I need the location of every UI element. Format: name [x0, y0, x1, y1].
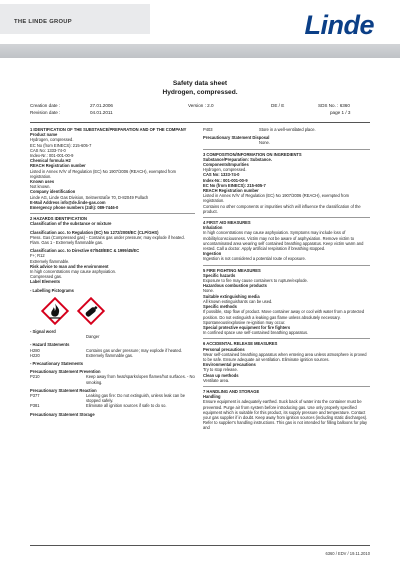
precaution-p403	[203, 127, 370, 132]
product-name-label: Product name	[30, 132, 58, 138]
header-strip	[0, 44, 400, 58]
section-6-title: 6 ACCIDENTAL RELEASE MEASURES	[203, 338, 370, 346]
known-uses-label: Known uses	[30, 179, 55, 185]
p210-code: P210	[30, 374, 40, 380]
section-4-title: 4 FIRST AID MEASURES	[203, 217, 370, 225]
section-2-title: 2 HAZARDS IDENTIFICATION	[30, 213, 195, 221]
email-address: E-Mail Address info@de.linde-gas.com	[30, 199, 106, 205]
signal-word: Danger	[86, 334, 100, 340]
contains-note: Contains no other components or impurities which will influence the classification of the product.	[203, 203, 361, 214]
language: DE / E	[271, 103, 285, 108]
gas-cylinder-pictogram-icon	[76, 296, 106, 326]
precaution-p210	[30, 374, 195, 384]
risk-advice-text2: Compressed gas.	[30, 274, 63, 280]
personal-precautions-text: Wear self-contained breathing apparatus when entering area unless atmosphere is proved to be safe. Ensure adequate air ventilation. Eliminate ignition sources.	[203, 351, 367, 362]
handling-text: Ensure equipment is adequately earthed. Suck back of water into the container must be prevented. Purge air from system before introducing gas. Use only properly specified equipment which is suitable for this product, its supply pressure and temperature. Contact your gas supplier if in doubt. Keep away from ignition sources (including static discharges). Refer to supplier's handling instructions. This gas is not intended for filling balloons for play and	[203, 399, 368, 431]
cas-number: CAS No: 1333-74-0	[30, 147, 66, 153]
chemical-formula: Chemical formula H2	[30, 158, 71, 164]
left-column	[30, 127, 195, 417]
combustion-products-text: None.	[203, 288, 214, 294]
sds-number: SDS No. : 6360	[318, 103, 350, 108]
p377-code: P377	[30, 392, 40, 398]
h220-code: H220	[30, 352, 40, 358]
top-divider	[30, 122, 370, 123]
p403-code: P403	[203, 127, 213, 132]
classification-1272-text: Press. Gas (Compressed gas) - Contains gas under pressure; may explode if heated.	[30, 234, 185, 240]
index-number: Index-Nr.: 001-001-00-9	[30, 153, 74, 159]
company-label: Company identification	[30, 189, 76, 195]
h220-text: Extremely flammable gas.	[86, 352, 134, 358]
specific-hazards-label: Specific hazards	[203, 272, 236, 278]
personal-precautions-label: Personal precautions	[203, 346, 245, 352]
precautionary-statements-label: - Precautionary Statements	[30, 360, 84, 366]
precaution-storage-label: Precautionary Statement Storage	[30, 411, 95, 417]
inhalation-text: In high concentrations may cause asphyxiation. Symptoms may include loss of mobility/consciousness. Victim may not be aware of asphyxiation. Remove victim to uncontaminated area wearing self contained breathing apparatus. Keep victim warm and rested. Call a doctor. Apply artificial respiration if breathing stopped.	[203, 230, 364, 252]
ghs-pictograms	[40, 296, 195, 326]
label-elements: Label Elements	[30, 279, 61, 285]
linde-brand-logo: Linde	[304, 10, 374, 40]
revision-date: 04.01.2011	[90, 110, 113, 115]
protective-equipment-label: Special protective equipment for fire fighters	[203, 324, 291, 330]
specific-methods-text: If possible, stop flow of product. Move container away or cool with water from a protected position. Do not extinguish a leaking gas flame unless absolutely necessary. Spontaneous/explosive re-ignition may occur.	[203, 309, 365, 325]
components-label: Components/Impurities	[203, 162, 249, 168]
p210-text: Keep away from heat/sparks/open flames/hot surfaces. - No smoking.	[86, 374, 195, 385]
precaution-p377	[30, 393, 195, 403]
index-number-right: Index-Nr.: 001-001-00-9	[203, 177, 248, 183]
version: Version : 2.0	[188, 103, 214, 108]
extinguishing-media-text: All known extinguishants can be used.	[203, 298, 273, 304]
precaution-p381	[30, 403, 195, 408]
product-name: Hydrogen, compressed.	[30, 137, 74, 143]
classification-67548-r: F+; R12	[30, 253, 45, 259]
section-3-title: 3 COMPOSITION/INFORMATION ON INGREDIENTS	[203, 149, 370, 157]
precaution-disposal-text: None.	[259, 140, 270, 146]
signal-word-label: - Signal word	[30, 328, 56, 334]
h280-text: Contains gas under pressure; may explode if heated.	[86, 347, 183, 353]
clean-up-label: Clean up methods	[203, 372, 239, 378]
combustion-products-label: Hazardous combustion products	[203, 283, 267, 289]
p377-text: Leaking gas fire: Do not extinguish, unless leak can be stopped safely.	[86, 392, 185, 404]
flame-pictogram-icon	[40, 296, 70, 326]
reach-text-right: Listed in Annex IV/V of Regulation (EC) No 1907/2006 (REACH), exempted from registration.	[203, 193, 350, 204]
p381-text: Eliminate all ignition sources if safe to do so.	[86, 403, 167, 409]
revision-label: Revision date :	[30, 110, 61, 115]
cas-number-right: CAS No: 1333-74-0	[203, 172, 240, 178]
reach-text: Listed in Annex IV/V of Regulation (EC) No 1907/2006 (REACH), exempted from registration.	[30, 168, 177, 179]
clean-up-text: Ventilate area.	[203, 377, 230, 383]
classification-67548-text: Extremely flammable.	[30, 258, 70, 264]
creation-date: 27.01.2006	[90, 103, 113, 108]
ingestion-text: Ingestion is not considered a potential route of exposure.	[203, 256, 306, 262]
section-1-title: 1 IDENTIFICATION OF THE SUBSTANCE/PREPARATION AND OF THE COMPANY	[30, 127, 187, 132]
ingestion-label: Ingestion	[203, 251, 222, 257]
classification-67548: Classification acc. to Directive 67/548/EEC & 1999/45/EC	[30, 248, 140, 254]
document-title: Safety data sheet	[172, 80, 228, 87]
environmental-precautions-text: Try to stop release.	[203, 367, 238, 373]
emergency-phone: Emergency phone numbers (24h): 089-7446-0	[30, 205, 119, 211]
protective-equipment-text: In confined space use self-contained breathing apparatus.	[203, 330, 309, 336]
specific-methods-label: Specific methods	[203, 304, 237, 310]
right-column	[203, 127, 370, 431]
hazard-statements-label: - Hazard Statements	[30, 342, 70, 348]
header-banner	[0, 0, 400, 58]
reach-label-right: REACH Registration number	[203, 188, 259, 194]
linde-group-logo	[0, 4, 150, 34]
inhalation-label: Inhalation	[203, 225, 223, 231]
footer-reference: 6360 / EDV / 19.11.2010	[325, 551, 370, 556]
document-subtitle: Hydrogen, compressed.	[162, 89, 238, 96]
precaution-prevention-label: Precautionary Statement Prevention	[30, 369, 101, 375]
components-text: Hydrogen, compressed.	[203, 167, 247, 173]
p403-text: Store in a well-ventilated place.	[259, 127, 316, 132]
ec-number: EC No (from EINECS): 215-605-7	[30, 142, 92, 148]
p381-code: P381	[30, 403, 40, 409]
known-uses: Not known.	[30, 184, 51, 190]
substance-preparation: Substance/Preparation: Substance.	[203, 156, 272, 162]
section-5-title: 5 FIRE FIGHTING MEASURES	[203, 265, 370, 273]
reach-label: REACH Registration number	[30, 163, 86, 169]
extinguishing-media-label: Suitable extinguishing media	[203, 293, 260, 299]
precaution-reaction-label: Precautionary Statement Reaction	[30, 387, 97, 393]
company-text: Linde AG, Linde Gas Division, Seitnerstraße 70, D-82049 Pullach	[30, 194, 149, 200]
risk-advice-label: Risk advice to man and the environment	[30, 263, 109, 269]
hazard-h220	[30, 353, 195, 358]
handling-label: Handling	[203, 394, 221, 400]
classification-label: Classification of the substance or mixture	[30, 221, 112, 227]
precaution-disposal-label: Precautionary Statement Disposal	[203, 135, 270, 141]
classification-1272-text2: Flam. Gas 1 - Extremely flammable gas.	[30, 240, 104, 246]
labelling-pictograms: - Labelling Pictograms	[30, 287, 74, 293]
group-logo-text: THE LINDE GROUP	[14, 19, 72, 25]
page-number: page 1 / 3	[330, 110, 351, 115]
specific-hazards-text: Exposure to fire may cause containers to rupture/explode.	[203, 278, 308, 284]
bottom-divider	[30, 545, 370, 546]
classification-1272: Classification acc. to Regulation (EC) No 1272/2008/EC (CLP/GHS)	[30, 229, 159, 235]
risk-advice-text: In high concentrations may cause asphyxiation.	[30, 269, 117, 275]
h280-code: H280	[30, 347, 40, 353]
ec-number-right: EC No (from EINECS): 215-605-7	[203, 182, 266, 188]
creation-label: Creation date :	[30, 103, 61, 108]
section-7-title: 7 HANDLING AND STORAGE	[203, 386, 370, 394]
environmental-precautions-label: Environmental precautions	[203, 362, 256, 368]
